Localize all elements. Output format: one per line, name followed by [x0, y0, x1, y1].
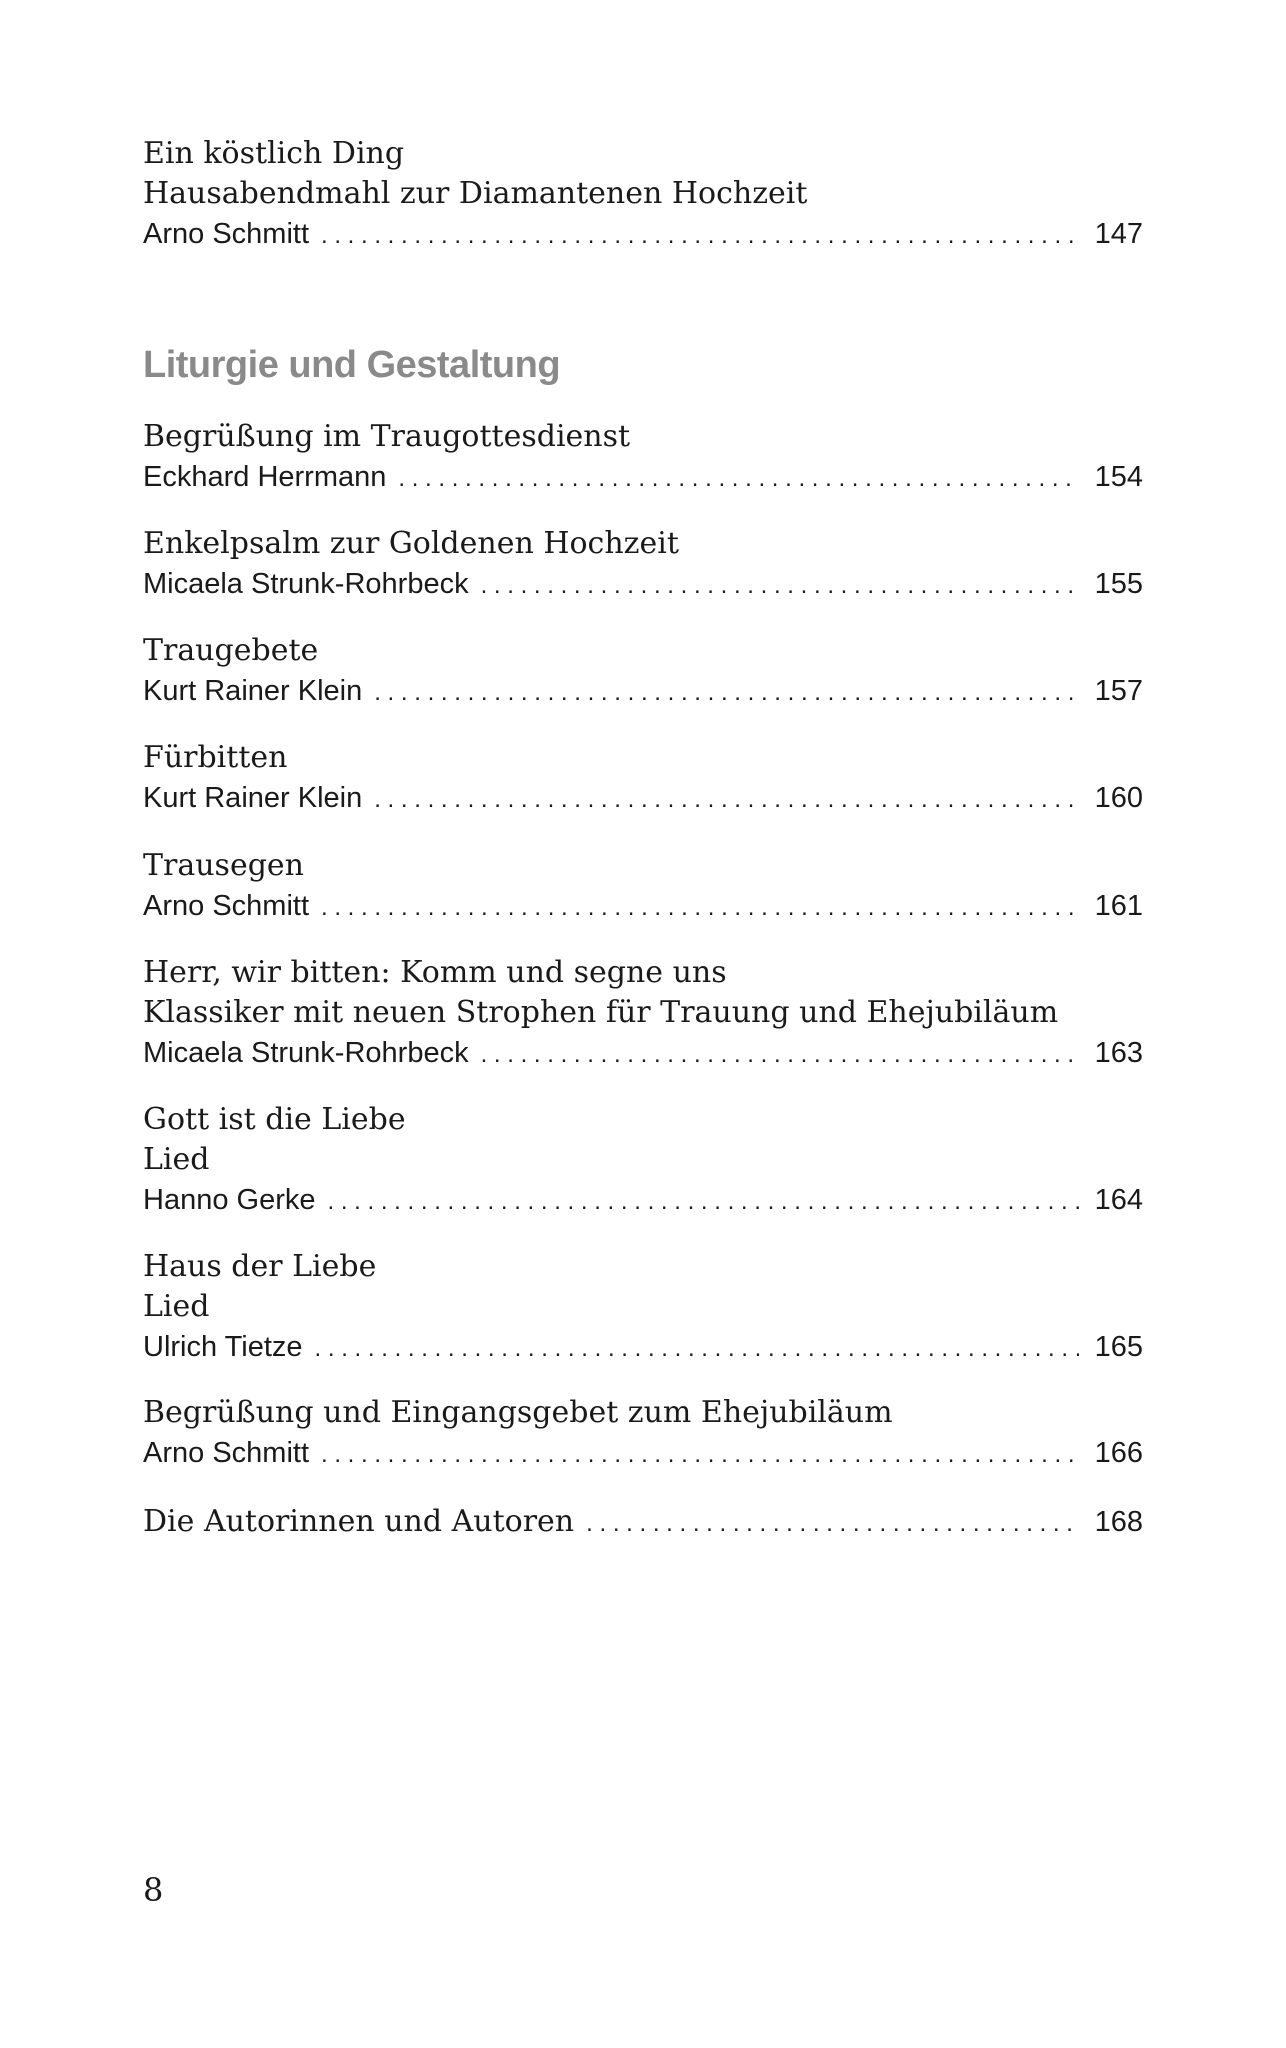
entry-title: Traugebete: [143, 633, 319, 668]
toc-entry-147: [143, 134, 1143, 254]
entry-author-row: [143, 1433, 1143, 1473]
entry-page-number: 168: [1094, 1506, 1143, 1538]
entry-title: Begrüßung im Traugottesdienst: [143, 419, 631, 454]
entry-author: Micaela Strunk-Rohrbeck: [143, 568, 469, 600]
entry-page-number: 160: [1094, 782, 1143, 814]
entry-title: Fürbitten: [143, 740, 288, 775]
dot-leader: [398, 459, 1079, 499]
closing-entry-label: Die Autorinnen und Autoren: [143, 1504, 575, 1539]
entry-author: Ulrich Tietze: [143, 1331, 303, 1363]
entry-page-number: 154: [1094, 461, 1143, 493]
entry-author: Arno Schmitt: [143, 1437, 309, 1469]
dot-leader: [481, 566, 1079, 606]
entry-author-row: [143, 886, 1143, 926]
dot-leader: [321, 888, 1079, 928]
toc-entry-165: [143, 1247, 1143, 1367]
entry-title: Haus der Liebe: [143, 1249, 377, 1284]
entry-author: Eckhard Herrmann: [143, 461, 387, 493]
entry-author: Micaela Strunk-Rohrbeck: [143, 1037, 469, 1069]
entry-page-number: 157: [1094, 675, 1143, 707]
section-heading: Liturgie und Gestaltung: [143, 344, 561, 386]
entry-author: Kurt Rainer Klein: [143, 675, 363, 707]
entry-author: Arno Schmitt: [143, 218, 309, 250]
toc-entry-160: [143, 738, 1143, 818]
toc-entry-164: [143, 1100, 1143, 1220]
entry-page-number: 166: [1094, 1437, 1143, 1469]
dot-leader: [315, 1329, 1079, 1369]
entry-page-number: 161: [1094, 890, 1143, 922]
toc-entry-163: [143, 953, 1143, 1073]
entry-title: Begrüßung und Eingangsgebet zum Ehejubiläum: [143, 1395, 893, 1430]
toc-entry-161: [143, 846, 1143, 926]
entry-subtitle: Klassiker mit neuen Strophen für Trauung und Ehejubiläum: [143, 995, 1059, 1030]
dot-leader: [481, 1035, 1079, 1075]
entry-page-number: 147: [1094, 218, 1143, 250]
entry-title: Ein köstlich Ding: [143, 136, 405, 171]
entry-author-row: [143, 564, 1143, 604]
dot-leader: [328, 1182, 1080, 1222]
entry-author-row: [143, 1327, 1143, 1367]
entry-author-row: [143, 1180, 1143, 1220]
entry-author-row: [143, 457, 1143, 497]
entry-title: Herr, wir bitten: Komm und segne uns: [143, 955, 727, 990]
entry-title: Trausegen: [143, 848, 304, 883]
entry-author-row: [143, 778, 1143, 818]
closing-entry-row: [143, 1502, 1143, 1542]
entry-page-number: 155: [1094, 568, 1143, 600]
entry-subtitle: Hausabendmahl zur Diamantenen Hochzeit: [143, 176, 808, 211]
toc-entry-168: [143, 1502, 1143, 1542]
entry-author-row: [143, 214, 1143, 254]
entry-author: Kurt Rainer Klein: [143, 782, 363, 814]
dot-leader: [321, 1435, 1079, 1475]
entry-page-number: 165: [1094, 1331, 1143, 1363]
entry-page-number: 163: [1094, 1037, 1143, 1069]
entry-title: Gott ist die Liebe: [143, 1102, 406, 1137]
dot-leader: [321, 216, 1079, 256]
toc-entry-157: [143, 631, 1143, 711]
entry-subtitle: Lied: [143, 1142, 210, 1177]
entry-title: Enkelpsalm zur Goldenen Hochzeit: [143, 526, 679, 561]
toc-entry-155: [143, 524, 1143, 604]
entry-author: Hanno Gerke: [143, 1184, 316, 1216]
dot-leader: [374, 673, 1079, 713]
entry-page-number: 164: [1094, 1184, 1143, 1216]
entry-author-row: [143, 671, 1143, 711]
dot-leader: [586, 1504, 1079, 1544]
page-folio: 8: [143, 1871, 164, 1909]
entry-author: Arno Schmitt: [143, 890, 309, 922]
entry-subtitle: Lied: [143, 1289, 210, 1324]
toc-entry-154: [143, 417, 1143, 497]
toc-entry-166: [143, 1393, 1143, 1473]
toc-page: [143, 0, 1143, 2048]
dot-leader: [374, 780, 1079, 820]
entry-author-row: [143, 1033, 1143, 1073]
